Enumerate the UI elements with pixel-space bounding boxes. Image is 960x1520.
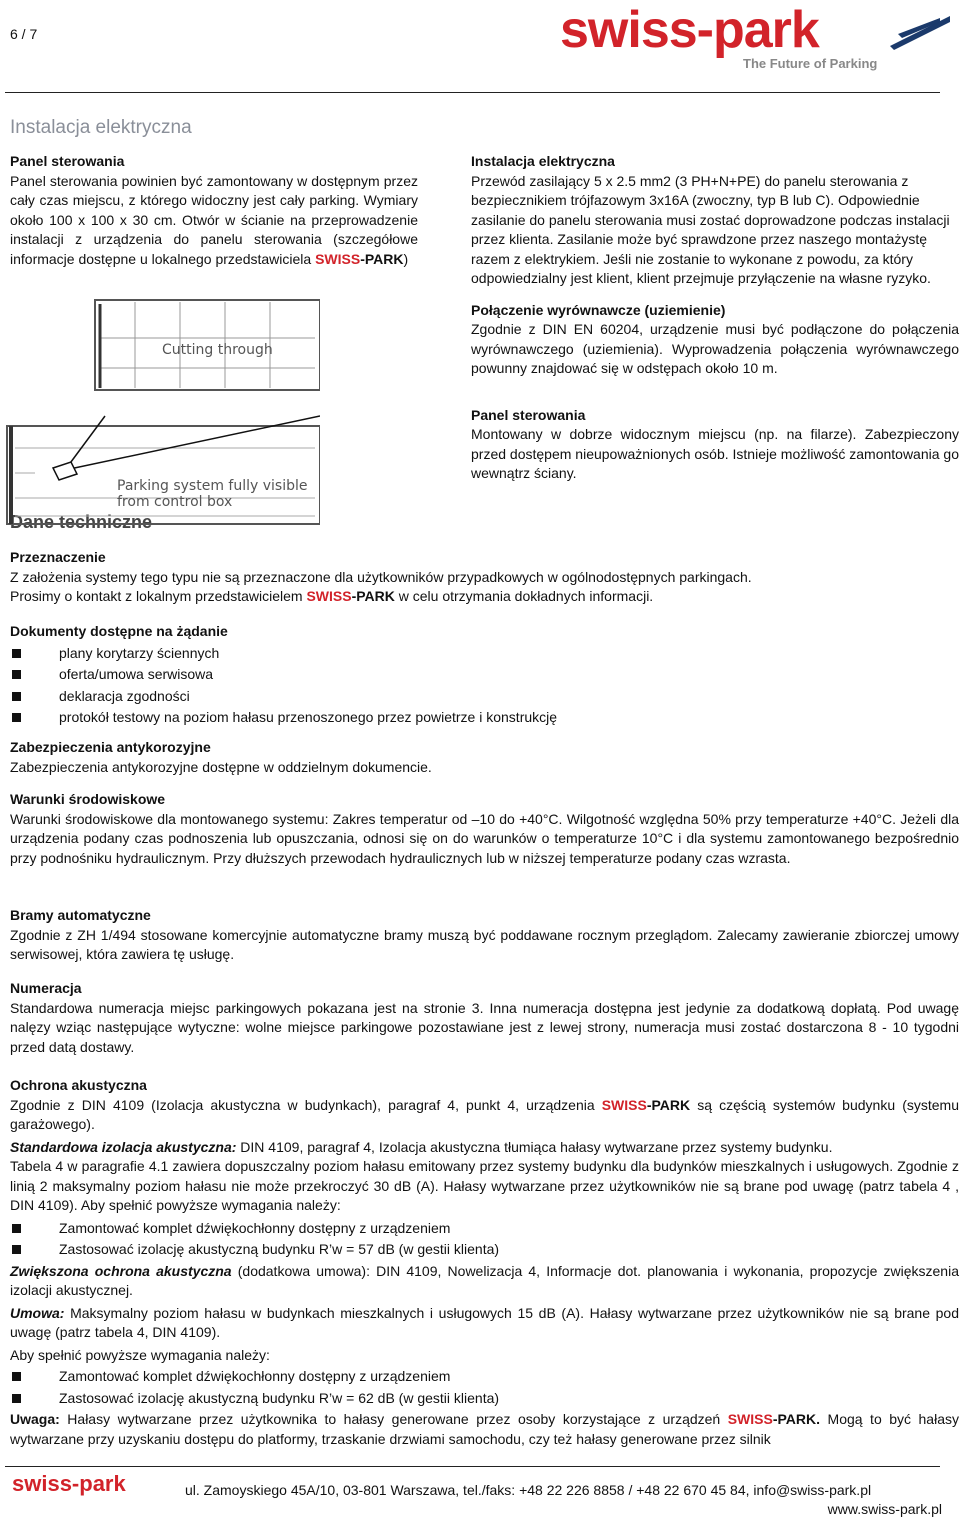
- list-item: protokół testowy na poziom hałasu przenoszonego przez powietrze i konstrukcję: [10, 708, 959, 728]
- brand-swiss: SWISS: [315, 250, 361, 267]
- brand-swiss: SWISS: [306, 588, 352, 604]
- section-dokumenty: [10, 622, 959, 728]
- right-heading-electric: Instalacja elektryczna: [471, 153, 615, 169]
- footer-rule: [5, 1466, 940, 1467]
- antykorozja-text: Zabezpieczenia antykorozyjne dostępne w oddzielnym dokumencie.: [10, 758, 432, 775]
- section-warunki: [10, 790, 959, 868]
- footer-address: ul. Zamoyskiego 45A/10, 03-801 Warszawa, tel./faks: +48 22 226 8858 / +48 22 670 45 84, info@swiss-park.pl: [185, 1482, 872, 1498]
- section-numeracja: [10, 979, 959, 1057]
- section-title: Instalacja elektryczna: [10, 117, 192, 138]
- brand-park: -PARK.: [772, 1411, 821, 1427]
- std-label: Standardowa izolacja akustyczna:: [10, 1138, 237, 1155]
- list-item: oferta/umowa serwisowa: [10, 665, 959, 685]
- list-item: deklaracja zgodności: [10, 687, 959, 707]
- przeznaczenie-line2: [10, 587, 959, 607]
- footer-logo: swiss-park: [12, 1471, 126, 1496]
- figure-label-top: Cutting through: [162, 342, 273, 358]
- left-text-body: Panel sterowania powinien być zamontowany w dostępnym przez cały czas miejscu, z którego widoczny jest cały parking. Wymiary około 100 x 100 x 30 cm. Otwór w ścianie na przeprowadzenie instalacji z urządzenia do panelu sterowania (szczegółowe informacje dostępne u lokalnego przedstawiciela: [10, 172, 418, 267]
- right-text-electric: Przewód zasilający 5 x 2.5 mm2 (3 PH+N+PE) do panelu sterowania z bezpiecznikiem trójfazowym 3x16A (zwoczny, typ B lub C). Odpowiednie zasilanie do panelu sterowania musi zostać doprowadzone podczas instalacji przez klienta. Zasilanie może być sprawdzone przez naszego montażystę razem z elektrykiem. Jeśli nie zostanie to wykonane z powodu, za który odpowiedzialny jest klient, klient przejmuje przyłączenie na własne ryzyko.: [471, 172, 950, 286]
- ochrona-p3: Aby spełnić powyższe wymagania należy:: [10, 1346, 270, 1363]
- left-text: [10, 172, 418, 270]
- section-bramy: [10, 906, 959, 965]
- ochrona-inc: [10, 1262, 959, 1301]
- header-rule: [5, 92, 940, 93]
- right-text-panel: Montowany w dobrze widocznym miejscu (np. na filarze). Zabezpieczony przed dostępem nieupoważnionych osób. Istnieje możliwość zamontowania go wewnątrz ściany.: [471, 426, 959, 481]
- section-przeznaczenie: [10, 548, 959, 607]
- left-heading: Panel sterowania: [10, 153, 125, 169]
- figure-label-bottom-2: from control box: [117, 494, 233, 510]
- przeznaczenie-line1: Z założenia systemy tego typu nie są przeznaczone dla użytkowników przypadkowych w ogólnodostępnych parkingach.: [10, 568, 752, 585]
- umowa-label: Umowa:: [10, 1304, 65, 1321]
- bramy-text: Zgodnie z ZH 1/494 stosowane komercyjnie automatyczne bramy muszą być poddawane rocznym przeglądom. Zalecamy zawieranie zbiorczej umowy serwisowej, która zawiera tę usługę.: [10, 926, 959, 962]
- list-item: Zastosować izolację akustyczną budynku R’w = 57 dB (w gestii klienta): [10, 1240, 959, 1260]
- umowa-text: Maksymalny poziom hałasu w budynkach mieszkalnych i usługowych 15 dB (A). Hałasy wytwarzane przez użytkowników nie są brane pod uwagę (patrz tabela 4, DIN 4109).: [10, 1304, 959, 1340]
- ochrona-p1-b: są częścią systemów budynku (systemu garażowego).: [10, 1096, 959, 1132]
- figure-label-bottom-1: Parking system fully visible: [117, 478, 308, 494]
- section-ochrona: [10, 1076, 959, 1449]
- brand-park: -PARK: [351, 588, 395, 604]
- antykorozja-heading: Zabezpieczenia antykorozyjne: [10, 739, 211, 755]
- przeznaczenie-heading: Przeznaczenie: [10, 549, 106, 565]
- left-text-end: ): [403, 250, 409, 267]
- uwaga-a: Hałasy wytwarzane przez użytkownika to hałasy generowane przez osoby korzystające z urządzeń: [59, 1411, 728, 1427]
- section-antykorozja: [10, 738, 959, 777]
- brand-park: -PARK: [646, 1096, 691, 1113]
- right-column: [471, 152, 959, 484]
- brand-logo: [560, 1, 950, 74]
- przeznaczenie-line2-a: Prosimy o kontakt z lokalnym przedstawicielem: [10, 588, 307, 604]
- brand-swiss: SWISS: [727, 1411, 773, 1427]
- installation-diagram: [5, 298, 320, 528]
- brand-swiss: SWISS: [601, 1096, 647, 1113]
- std-text: DIN 4109, paragraf 4, Izolacja akustyczna tłumiąca hałasy wytwarzane przez systemy budynku.: [236, 1138, 833, 1155]
- uwaga-label: Uwaga:: [10, 1411, 60, 1427]
- right-text-grounding: Zgodnie z DIN EN 60204, urządzenie musi być podłączone do połączenia wyrównawczego (uziemienia). Wyprowadzenia połączenia wyrównawczego powunny znajdować się w odstępach około 10 m.: [471, 321, 959, 376]
- ochrona-list1: [10, 1219, 959, 1260]
- brand-park: -PARK: [360, 250, 404, 267]
- page-number: 6 / 7: [10, 26, 38, 42]
- logo-tagline: The Future of Parking: [743, 56, 878, 71]
- warunki-heading: Warunki środowiskowe: [10, 791, 166, 807]
- numeracja-heading: Numeracja: [10, 980, 82, 996]
- warunki-text: Warunki środowiskowe dla montowanego systemu: Zakres temperatur od –10 do +40°C. Wilgotność względna 50% przy temperaturze +40°C. Jeżeli dla urządzenia podany czas podnoszenia lub opuszczania, odnosi się on do warunków o temperaturze 10°C i dla systemu zamontowanego bezpośrednio przy podnośniku hydraulicznym. Przy dłuższych przewodach hydraulicznych lub w niższej temperaturze podany czas wzrasta.: [10, 810, 959, 866]
- inc-label: Zwiększona ochrona akustyczna: [10, 1262, 232, 1279]
- list-item: Zastosować izolację akustyczną budynku R’w = 62 dB (w gestii klienta): [10, 1389, 959, 1409]
- ochrona-umowa: [10, 1304, 959, 1343]
- ochrona-p1-a: Zgodnie z DIN 4109 (Izolacja akustyczna w budynkach), paragraf 4, punkt 4, urządzenia: [10, 1096, 602, 1113]
- left-column: [10, 152, 418, 269]
- ochrona-p1: [10, 1096, 959, 1135]
- uwaga-b: Mogą to być hałasy wytwarzane przy uzyskaniu dostępu do platformy, trzaskanie drzwiami samochodu, czy też hałasy generowane przez silnik: [10, 1411, 959, 1447]
- ochrona-uwaga: [10, 1410, 959, 1449]
- dokumenty-list: [10, 644, 959, 728]
- numeracja-text: Standardowa numeracja miejsc parkingowych pokazana jest na stronie 3. Inna numeracja dostępna jest jedynie za dodatkową dopłatą. Pod uwagę nalęzy wziąc następujące wytyczne: wolne miejsce parkingowe pozostawiane jest z lewej strony, numeracja musi zostać dostarczona 8 - 10 tygodni przed datą dostawy.: [10, 999, 959, 1055]
- list-item: Zamontować komplet dźwiękochłonny dostępny z urządzeniem: [10, 1367, 959, 1387]
- footer-url[interactable]: www.swiss-park.pl: [827, 1501, 942, 1517]
- right-heading-grounding: Połączenie wyrównawcze (uziemienie): [471, 301, 726, 318]
- przeznaczenie-line2-b: w celu otrzymania dokładnych informacji.: [394, 588, 654, 604]
- ochrona-p2: Tabela 4 w paragrafie 4.1 zawiera dopuszczalny poziom hałasu emitowany przez systemy budynku dla budynków mieszkalnych i usługowych. Zgodnie z linią 2 maksymalny poziom hałasu nie może przekroczyć 30 dB (A). Hałasy wytwarzane przez użytkowników nie są brane pod uwagę (patrz tabela 4 , DIN 4109). Aby spełnić powyższe wymagania należy:: [10, 1158, 959, 1213]
- ochrona-list2: [10, 1367, 959, 1408]
- ochrona-heading: Ochrona akustyczna: [10, 1077, 147, 1093]
- dokumenty-heading: Dokumenty dostępne na żądanie: [10, 623, 228, 639]
- inc-text: (dodatkowa umowa): DIN 4109, Nowelizacja 4, Informacje dot. planowania i wykonania, propozycje zwiększenia izolacji akustycznej.: [10, 1262, 959, 1298]
- installation-figure: [5, 298, 320, 528]
- ghost-heading: Dane techniczne: [10, 512, 153, 532]
- list-item: plany korytarzy ściennych: [10, 644, 959, 664]
- ochrona-std: [10, 1138, 959, 1158]
- logo-text: swiss-park: [560, 1, 819, 59]
- logo-swoosh-icon: [890, 16, 950, 50]
- bramy-heading: Bramy automatyczne: [10, 907, 151, 923]
- list-item: Zamontować komplet dźwiękochłonny dostępny z urządzeniem: [10, 1219, 959, 1239]
- right-heading-panel: Panel sterowania: [471, 406, 586, 423]
